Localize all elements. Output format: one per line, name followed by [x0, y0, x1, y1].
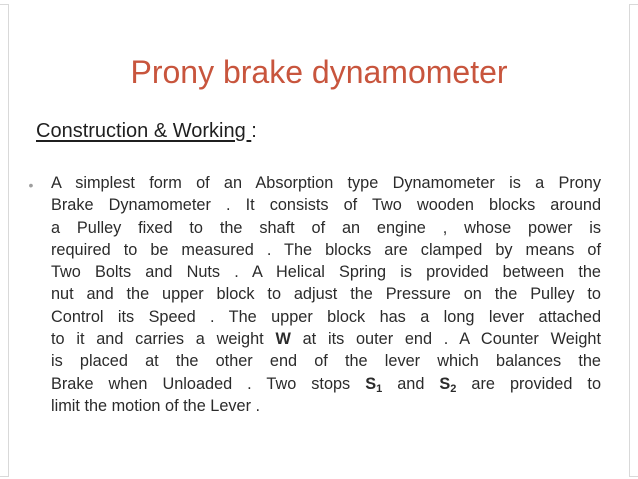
stop-symbol-subscript: 1	[376, 382, 383, 395]
section-heading	[36, 118, 257, 144]
line-text: Brake when Unloaded . Two stops	[51, 374, 366, 393]
paragraph-line: limit the motion of the Lever .	[51, 396, 261, 415]
line-text: are provided to	[456, 374, 601, 393]
paragraph-line: is placed at the other end of the lever which balances the	[51, 352, 601, 371]
paragraph-line: Control its Speed . The upper block has a long lever attached	[51, 307, 601, 326]
stop-symbol-letter: S	[365, 374, 377, 393]
section-heading-text: Construction & Working	[36, 120, 252, 142]
bullet-paragraph	[51, 172, 601, 417]
line-text: at its outer end . A Counter Weight	[290, 330, 601, 349]
section-heading-colon: :	[251, 120, 257, 142]
paragraph-line: Two Bolts and Nuts . A Helical Spring is provided between the	[51, 263, 601, 282]
stop-symbol-s1	[365, 375, 382, 393]
weight-symbol: W	[275, 330, 291, 349]
stop-symbol-letter: S	[439, 374, 451, 393]
paragraph-line: required to be measured . The blocks are clamped by means of	[51, 240, 601, 259]
paragraph-line: a Pulley fixed to the shaft of an engine , whose power is	[51, 218, 601, 237]
paragraph-line	[51, 328, 601, 350]
line-text: and	[382, 374, 440, 393]
slide-title: Prony brake dynamometer	[130, 54, 508, 90]
stop-symbol-s2	[439, 375, 456, 393]
line-text: to it and carries a weight	[51, 330, 276, 349]
stop-symbol-subscript: 2	[450, 382, 457, 395]
paragraph-line: nut and the upper block to adjust the Pressure on the Pulley to	[51, 285, 601, 304]
bullet-marker: •	[28, 177, 34, 193]
paragraph-line: A simplest form of an Absorption type Dynamometer is a Prony	[51, 174, 601, 192]
paragraph-line	[51, 373, 601, 395]
paragraph-line: Brake Dynamometer . It consists of Two wooden blocks around	[51, 196, 601, 215]
